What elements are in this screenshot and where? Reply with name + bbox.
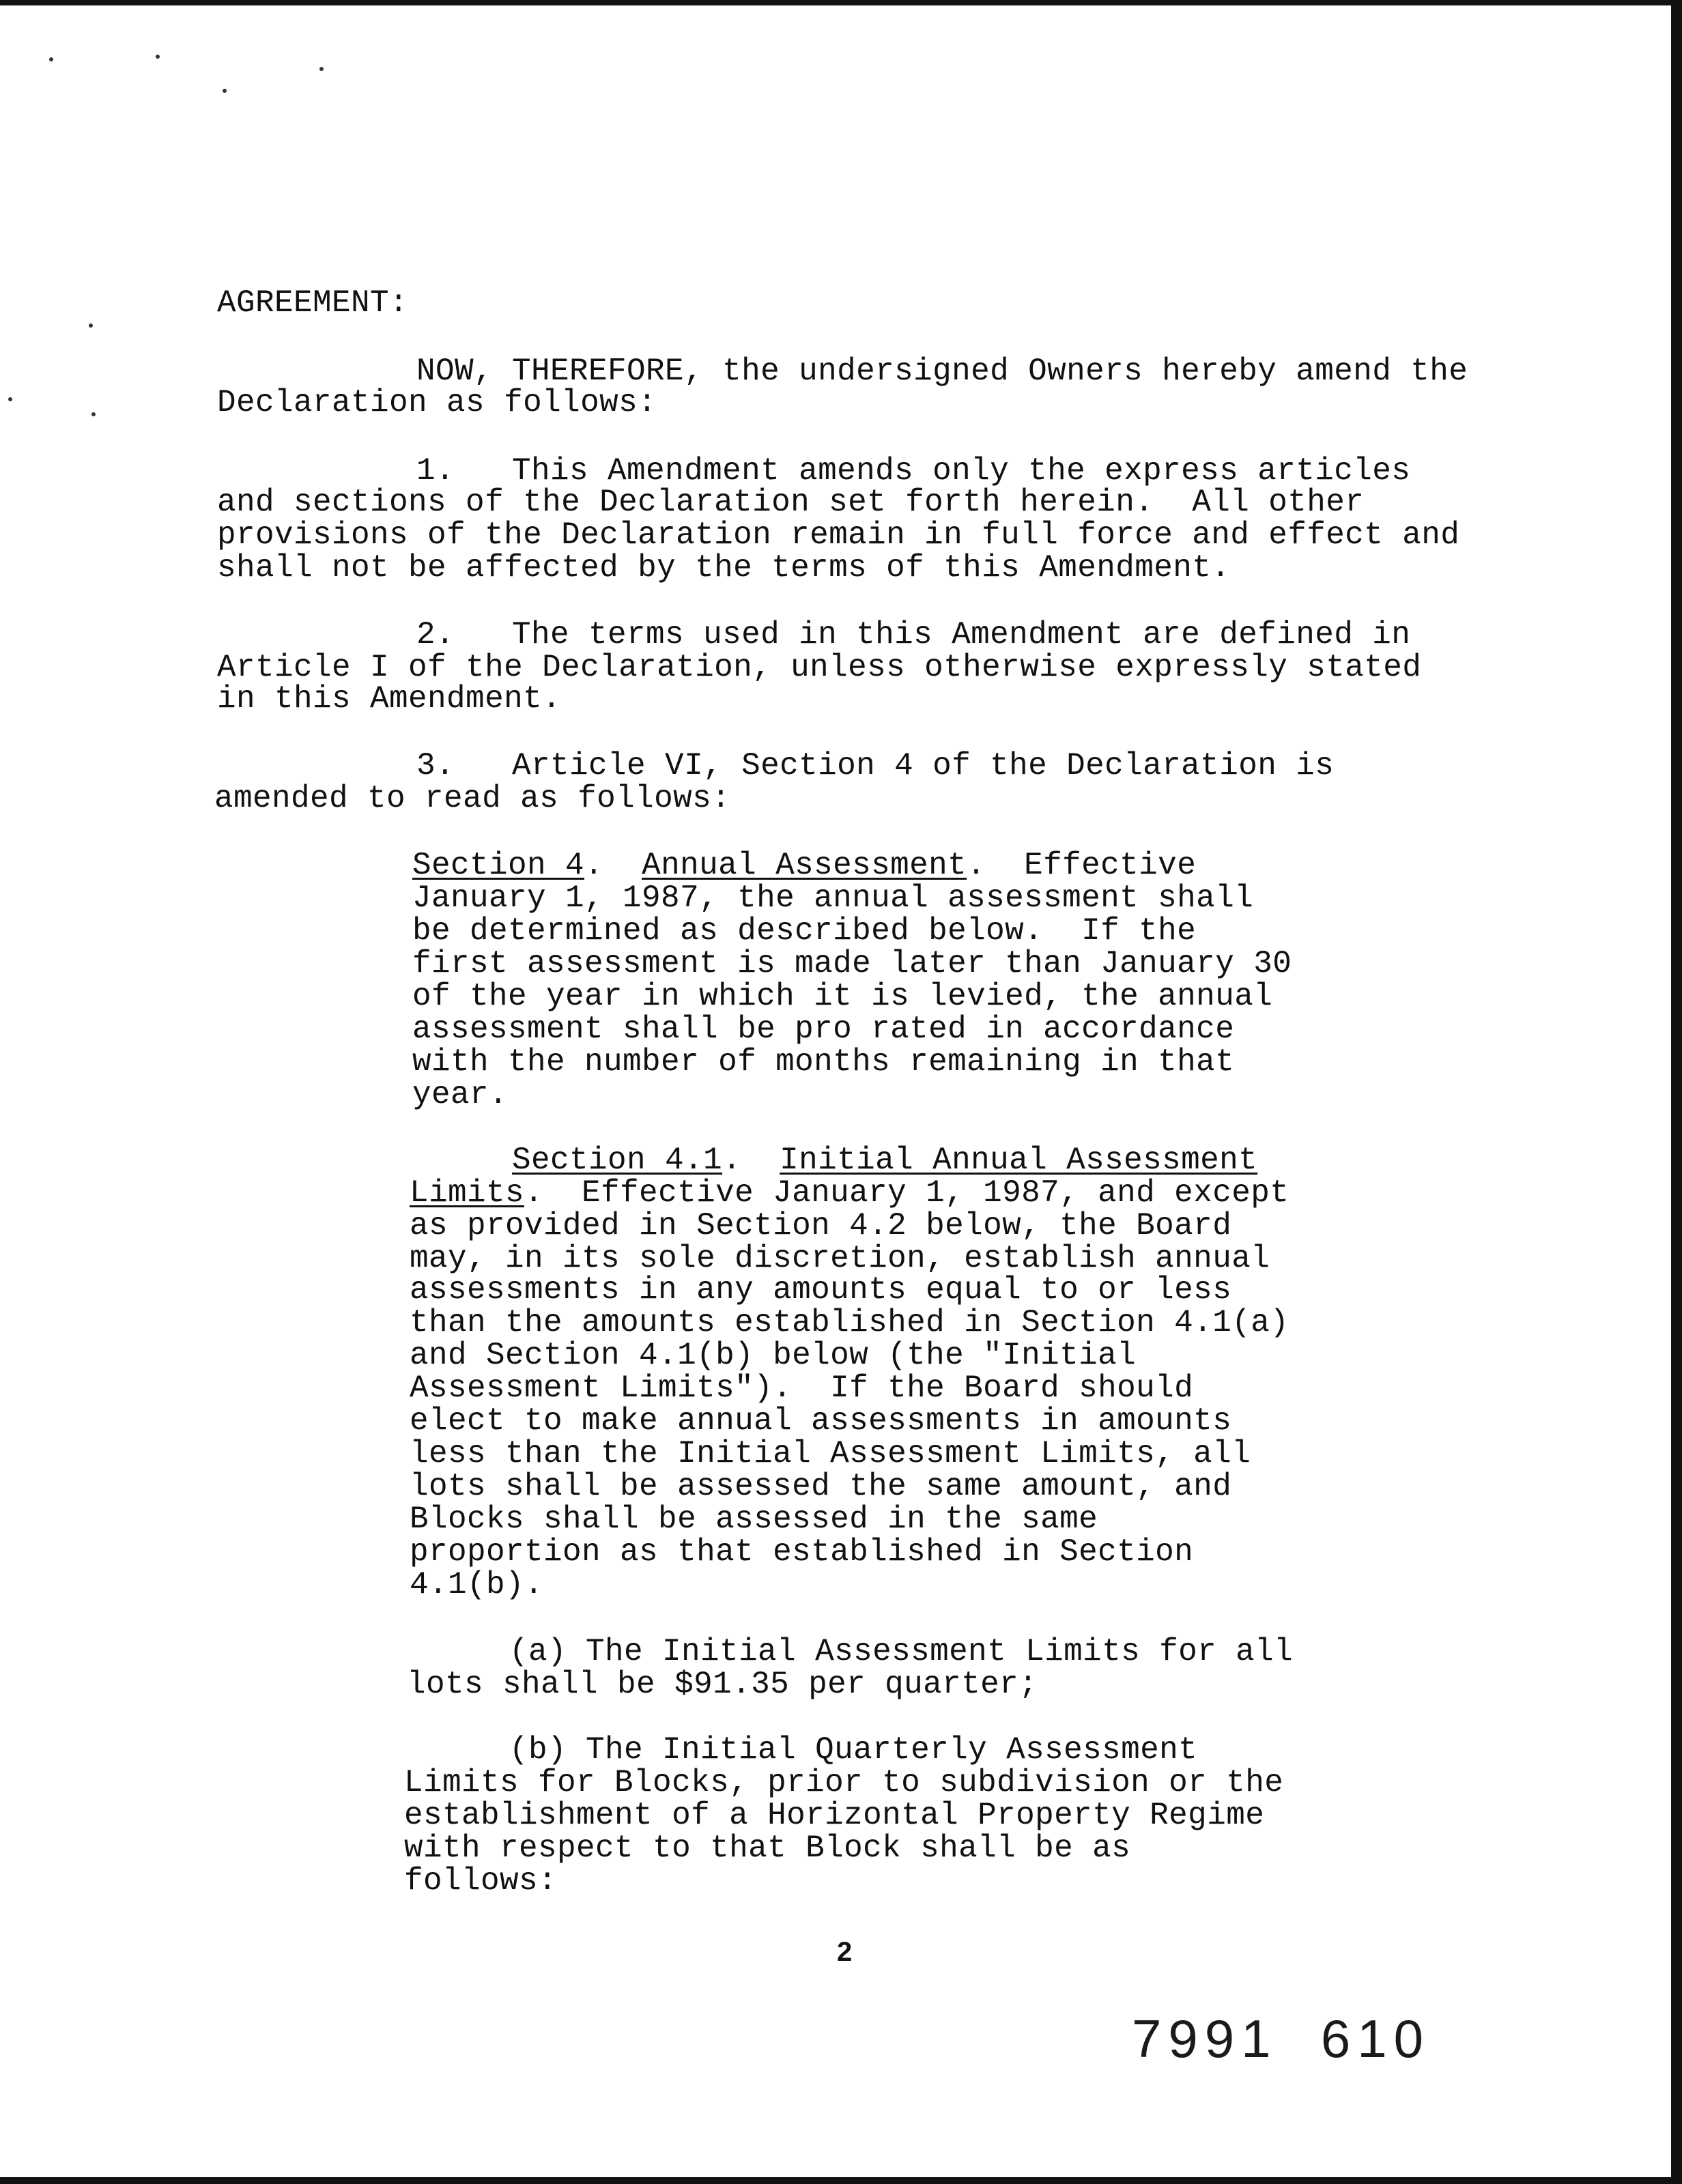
scan-speck bbox=[223, 89, 227, 93]
section-4-1-line: as provided in Section 4.2 below, the Board bbox=[410, 1208, 1232, 1244]
section-4-line: with the number of months remaining in that bbox=[412, 1044, 1235, 1080]
section-4-1-line: and Section 4.1(b) below (the "Initial bbox=[410, 1338, 1137, 1373]
item-b-line: Limits for Blocks, prior to subdivision or the bbox=[404, 1765, 1284, 1800]
section-4-line: assessment shall be pro rated in accordance bbox=[412, 1011, 1235, 1047]
scan-speck bbox=[156, 55, 160, 59]
section-4-1-title-cont: Limits bbox=[410, 1175, 525, 1211]
item-b-line: (b) The Initial Quarterly Assessment bbox=[509, 1732, 1198, 1768]
item-b-line: follows: bbox=[404, 1863, 558, 1899]
document-stamp-number: 7991 610 bbox=[1132, 2009, 1431, 2069]
paragraph-1-line: provisions of the Declaration remain in full force and effect and bbox=[217, 517, 1460, 553]
section-4-1-line: less than the Initial Assessment Limits, all bbox=[410, 1436, 1251, 1471]
section-4-1-label: Section 4.1 bbox=[512, 1143, 723, 1178]
paragraph-3-line: amended to read as follows: bbox=[214, 781, 731, 816]
section-4-1-heading-line-2 bbox=[410, 1177, 1289, 1209]
section-4-1-heading-line: Section 4.1. Initial Annual Assessment bbox=[512, 1143, 1258, 1178]
intro-line: Declaration as follows: bbox=[217, 385, 657, 420]
section-4-label: Section 4 bbox=[412, 848, 585, 883]
paragraph-2-line: 2. The terms used in this Amendment are defined in bbox=[416, 617, 1411, 652]
paragraph-3-line: 3. Article VI, Section 4 of the Declaration is bbox=[416, 748, 1335, 784]
section-4-line: January 1, 1987, the annual assessment shall bbox=[412, 880, 1254, 916]
paragraph-2-line: in this Amendment. bbox=[217, 681, 562, 717]
section-4-heading-line: Section 4. Annual Assessment. Effective bbox=[412, 848, 1197, 883]
section-4-1-line: assessments in any amounts equal to or less bbox=[410, 1272, 1232, 1308]
paragraph-1-line: shall not be affected by the terms of this Amendment. bbox=[217, 550, 1231, 586]
scan-speck bbox=[8, 397, 12, 401]
scan-speck bbox=[91, 412, 96, 416]
item-b-line: with respect to that Block shall be as bbox=[404, 1830, 1131, 1866]
section-4-1-line: Blocks shall be assessed in the same bbox=[410, 1502, 1098, 1537]
item-b-line: establishment of a Horizontal Property Regime bbox=[404, 1798, 1265, 1833]
section-4-title: Annual Assessment bbox=[642, 848, 967, 883]
intro-line: NOW, THEREFORE, the undersigned Owners hereby amend the bbox=[416, 354, 1468, 389]
scan-border-bottom bbox=[0, 2177, 1682, 2184]
section-4-line: year. bbox=[412, 1077, 509, 1112]
section-4-1-line: 4.1(b). bbox=[410, 1567, 544, 1603]
item-a-line: (a) The Initial Assessment Limits for all bbox=[509, 1634, 1294, 1669]
scan-speck bbox=[89, 324, 93, 328]
section-4-1-line: Assessment Limits"). If the Board should bbox=[410, 1370, 1194, 1406]
item-a-line: lots shall be $91.35 per quarter; bbox=[407, 1667, 1038, 1702]
section-4-1-line: elect to make annual assessments in amounts bbox=[410, 1403, 1232, 1439]
scan-speck bbox=[49, 57, 53, 61]
section-4-heading-rest: . Effective bbox=[967, 848, 1197, 883]
section-4-line: first assessment is made later than January 30 bbox=[412, 946, 1292, 981]
section-4-line: of the year in which it is levied, the annual bbox=[412, 979, 1273, 1014]
paragraph-2-line: Article I of the Declaration, unless otherwise expressly stated bbox=[217, 650, 1422, 685]
paragraph-1-line: 1. This Amendment amends only the express articles bbox=[416, 453, 1411, 489]
section-4-1-line: than the amounts established in Section 4.1(a) bbox=[410, 1305, 1289, 1340]
scan-border-top bbox=[0, 0, 1682, 5]
section-4-1-line: may, in its sole discretion, establish annual bbox=[410, 1241, 1270, 1276]
agreement-heading: AGREEMENT: bbox=[217, 285, 409, 321]
section-4-1-title: Initial Annual Assessment bbox=[780, 1143, 1258, 1178]
scan-border-right bbox=[1671, 0, 1682, 2184]
section-4-1-heading-rest: . Effective January 1, 1987, and except bbox=[524, 1175, 1289, 1211]
section-4-1-line: lots shall be assessed the same amount, and bbox=[410, 1469, 1232, 1504]
scan-speck bbox=[319, 67, 324, 71]
section-4-1-line: proportion as that established in Section bbox=[410, 1534, 1194, 1570]
page-number: 2 bbox=[837, 1937, 853, 1967]
paragraph-1-line: and sections of the Declaration set forth herein. All other bbox=[217, 485, 1365, 520]
section-4-line: be determined as described below. If the bbox=[412, 913, 1197, 949]
